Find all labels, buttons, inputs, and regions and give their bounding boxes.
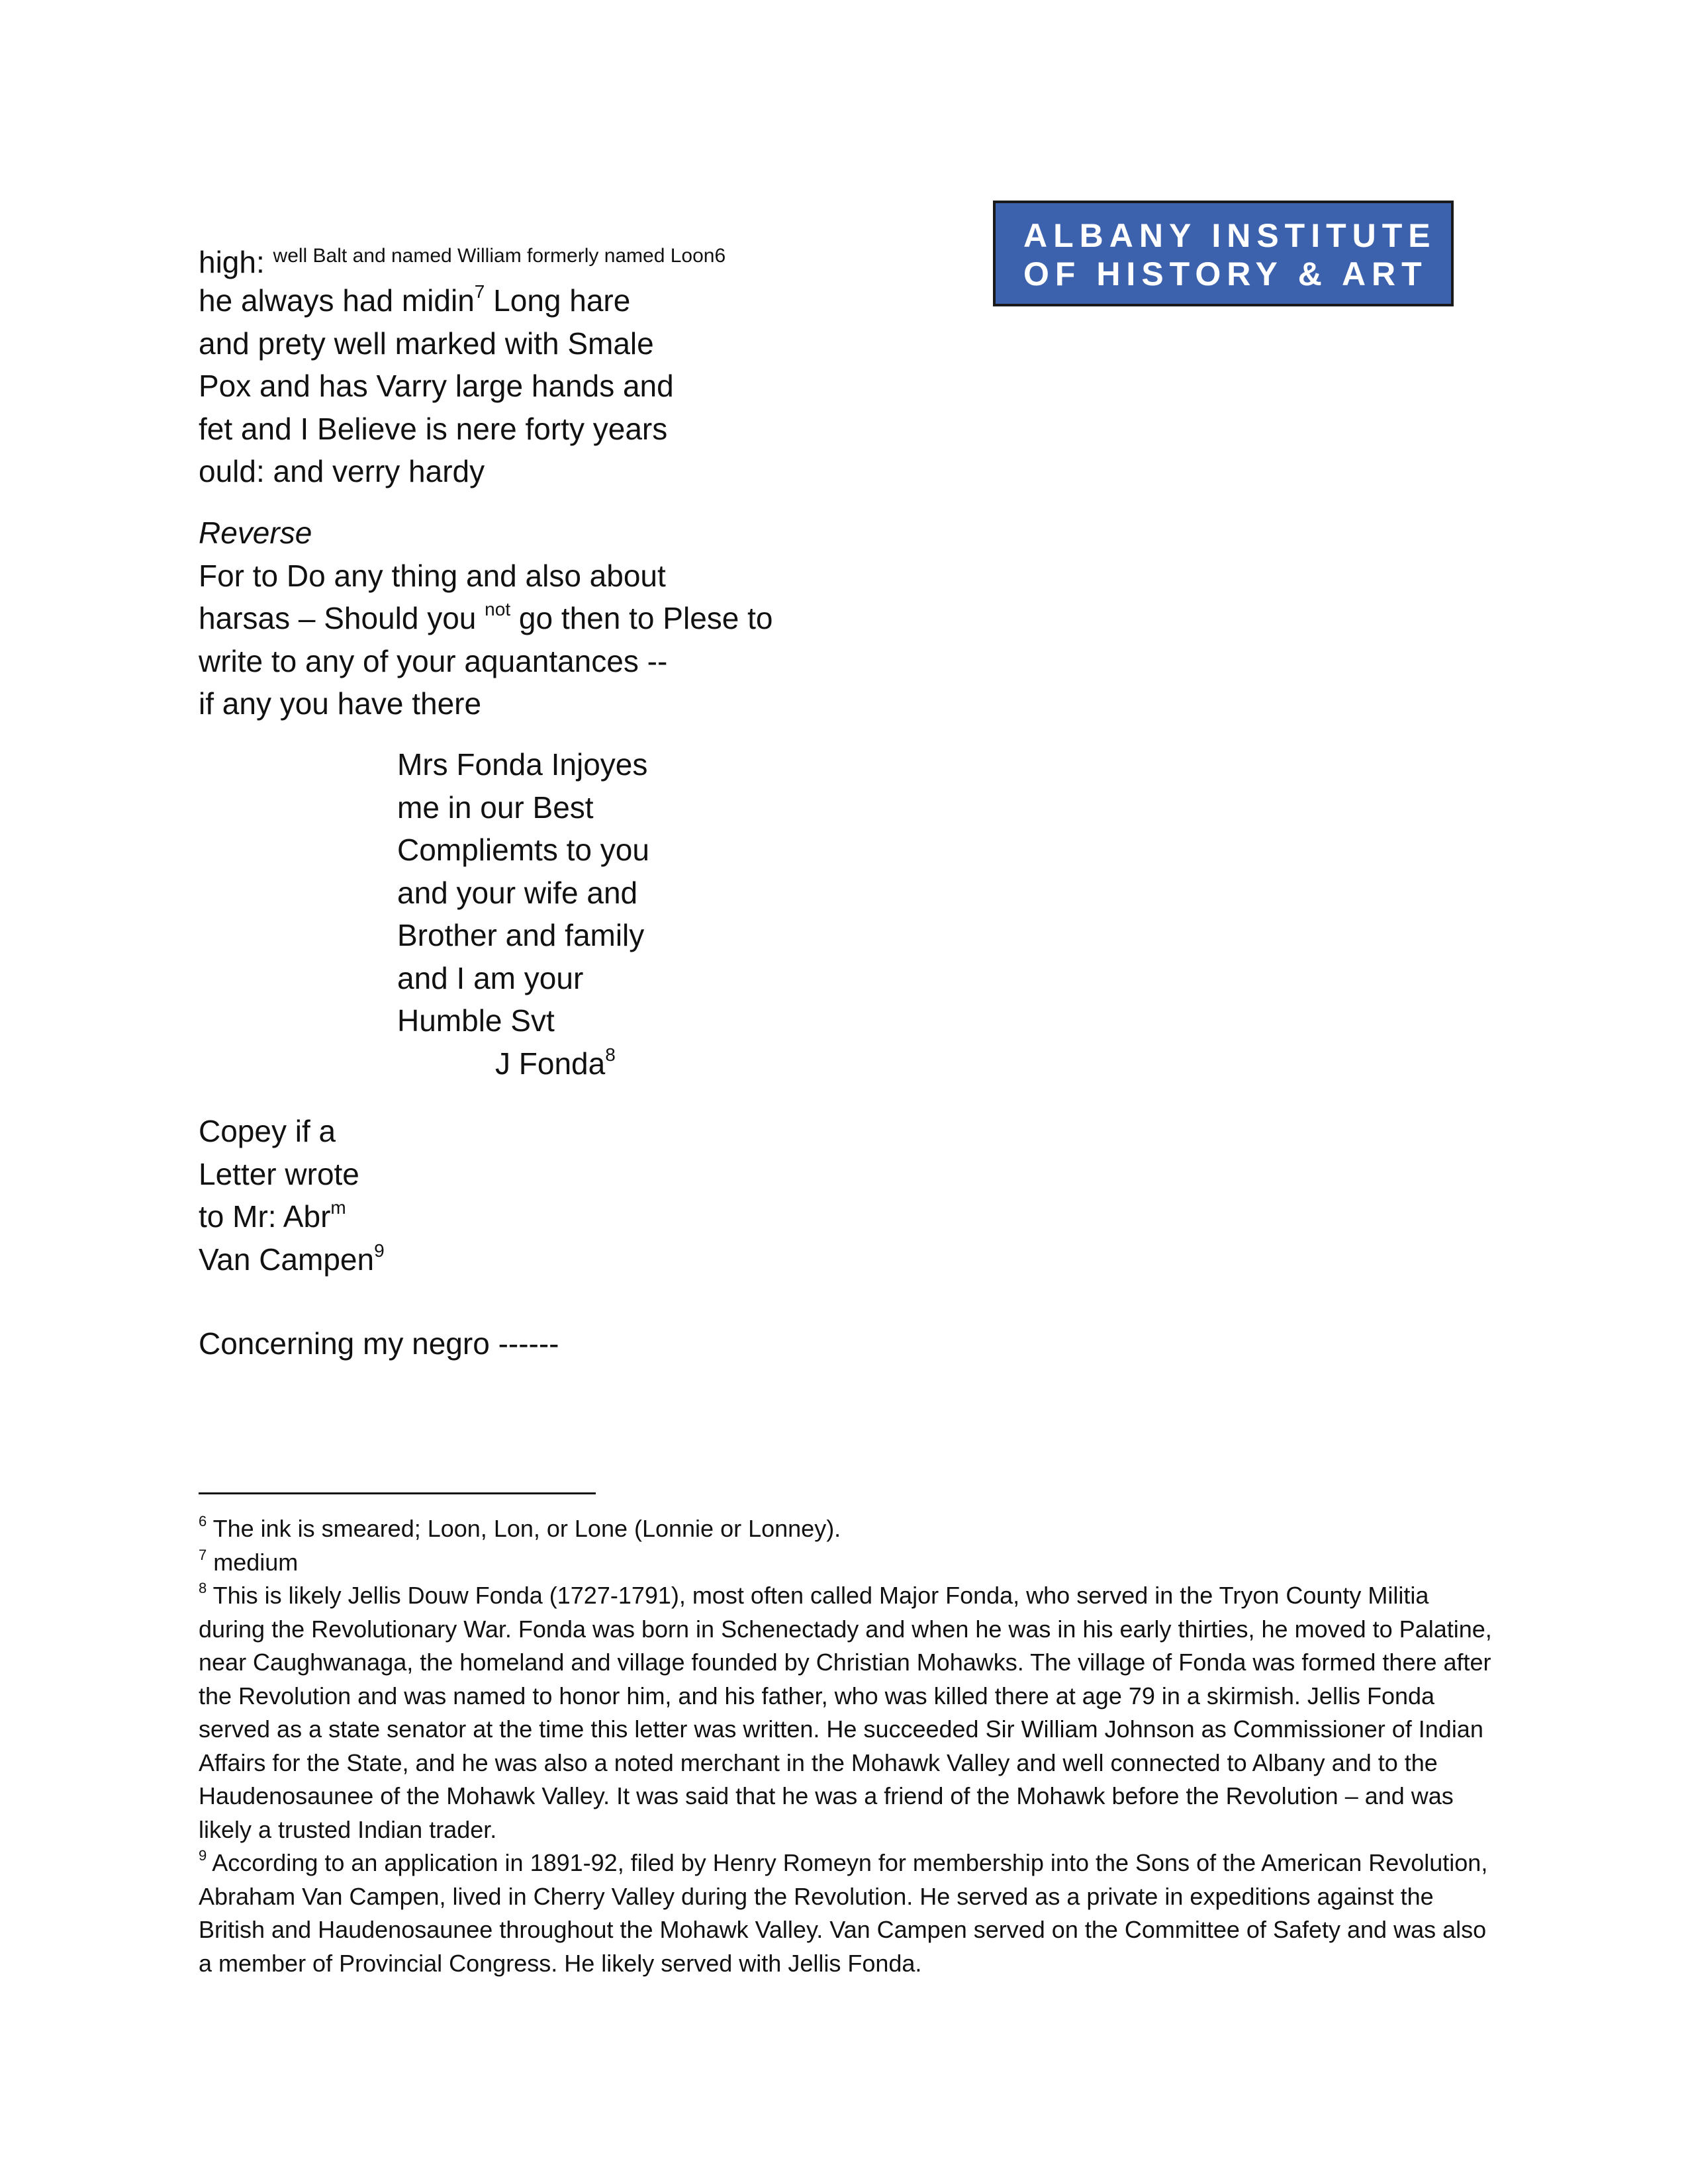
high-note: well Balt and named William formerly named Loon6 (273, 245, 726, 267)
reverse-heading: Reverse (199, 516, 312, 550)
institution-logo (993, 201, 1454, 306)
closing-line: Humble Svt (397, 1003, 555, 1038)
high-label: high: (199, 245, 265, 279)
letter-line: and prety well marked with Smale (199, 326, 654, 361)
docket-line: Copey if a (199, 1114, 336, 1148)
letter-line: fet and I Believe is nere forty years (199, 411, 668, 446)
footnote-8: $^8$ This is likely Jellis Douw Fonda (1727-1791), most often called Major Fonda, who served in the Tryon County Militia during the Revolutionary War. Fonda was born in Schenectady and when he was in his early thirties, he moved to Palatine, near Caughwanaga, the homeland and village founded by Christian Mohawks. The village of Fonda was formed there after the Revolution and was named to honor him, and his father, who was killed there at age 79 in a skirmish. Jellis Fonda served as a state senator at the time this letter was written. He succeeded Sir William Johnson as Commissioner of Indian Affairs for the State, and he was also a noted merchant in the Mohawk Valley and well connected to Albany and to the Haudenosaunee of the Mohawk Valley. It was said that he was a friend of the Mohawk before the Revolution – and was likely a trusted Indian trader. (199, 1580, 1492, 1843)
closing-line: and your wife and (397, 875, 638, 910)
interlinear-insert: not (485, 599, 511, 619)
superscript: m (330, 1197, 346, 1218)
footnote-6: $^6$ The ink is smeared; Loon, Lon, or Lone (Lonnie or Lonney). (199, 1513, 841, 1542)
letter-line: For to Do any thing and also about (199, 558, 666, 593)
letter-line: write to any of your aquantances -- (199, 643, 668, 678)
letter-line-high (199, 235, 726, 284)
footnote-7: $^7$ medium (199, 1547, 299, 1576)
docket-line: Van Campen$^9$ (199, 1240, 385, 1277)
logo-line-2: OF HISTORY & ART (1023, 255, 1428, 293)
footnote-number: 6 (199, 1513, 207, 1529)
letter-line: ould: and verry hardy (199, 454, 485, 488)
closing-line: Mrs Fonda Injoyes (397, 747, 648, 782)
docket-line: to Mr: Abr$^m$ (199, 1197, 346, 1234)
closing-line: Compliemts to you (397, 833, 649, 867)
footnote-ref: 7 (474, 281, 485, 302)
docket-note (199, 1110, 385, 1281)
logo-line-1: ALBANY INSTITUTE (1023, 217, 1436, 254)
closing-line: and I am your (397, 960, 584, 995)
closing-line: Brother and family (397, 918, 645, 952)
footnote-9: $^9$ According to an application in 1891-92, filed by Henry Romeyn for membership into the Sons of the American Revolution, Abraham Van Campen, lived in Cherry Valley during the Revolution. He served as a private in expeditions against the British and Haudenosaunee throughout the Mohawk Valley. Van Campen served on the Committee of Safety and was also a member of Provincial Congress. He likely served with Jellis Fonda. (199, 1847, 1488, 1977)
footnote-divider (199, 1492, 596, 1494)
letter-line: if any you have there (199, 686, 482, 721)
footnote-number: 7 (199, 1547, 207, 1563)
letter-body (199, 279, 674, 493)
reverse-section (199, 512, 773, 725)
letter-line: Pox and has Varry large hands and (199, 369, 674, 403)
closing-line: me in our Best (397, 790, 594, 825)
signature: J Fonda$^8$ (495, 1044, 616, 1081)
concerning-line: Concerning my negro ------ (199, 1326, 559, 1361)
letter-line: he always had midin$^7$ Long hare (199, 281, 631, 318)
letter-line: harsas – Should you $^{not}$ go then to Plese to (199, 599, 773, 635)
docket-line: Letter wrote (199, 1156, 359, 1191)
footnote-ref: 9 (374, 1240, 385, 1261)
closing-block (397, 743, 649, 1042)
footnote-ref: 8 (605, 1044, 616, 1065)
footnote-number: 9 (199, 1847, 207, 1864)
footnote-number: 8 (199, 1580, 207, 1596)
